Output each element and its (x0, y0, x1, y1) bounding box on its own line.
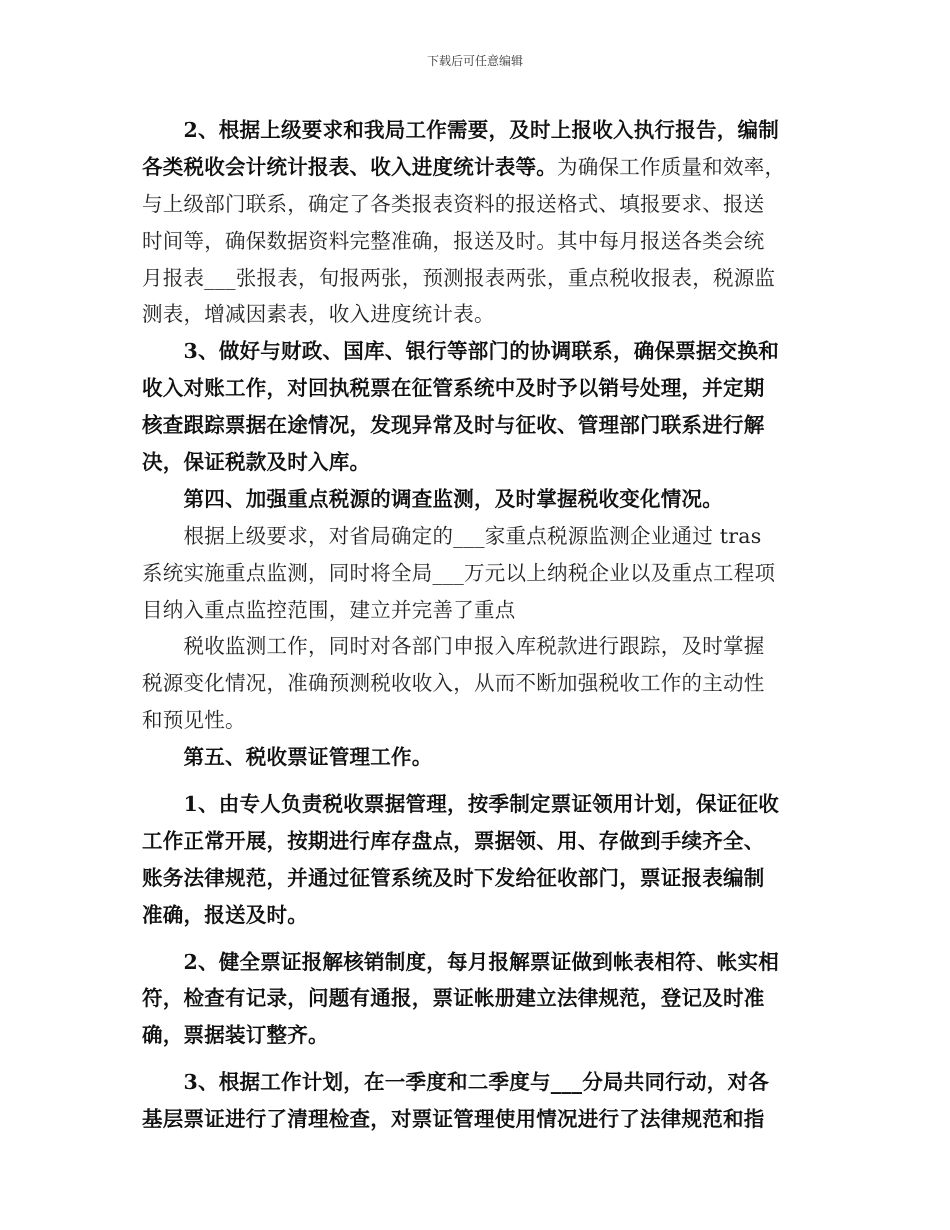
text-line (142, 149, 814, 186)
text-line: 与上级部门联系，确定了各类报表资料的报送格式、填报要求、报送 (142, 191, 765, 216)
text-line: 核查跟踪票据在途情况，发现异常及时与征收、管理部门联系进行解 (142, 413, 765, 438)
document-body (142, 112, 814, 1138)
text-line: 测表，增减因素表，收入进度统计表。 (142, 302, 495, 327)
text-line: 2、健全票证报解核销制度，每月报解票证做到帐表相符、帐实相 (142, 949, 780, 974)
text-line: 3、做好与财政、国库、银行等部门的协调联系，确保票据交换和 (142, 339, 780, 364)
text-line: 账务法律规范，并通过征管系统及时下发给征收部门，票证报表编制 (142, 865, 765, 890)
text-line: 决，保证税款及时入库。 (142, 450, 371, 475)
text-line: 税收监测工作，同时对各部门申报入库税款进行跟踪，及时掌握 (142, 634, 765, 659)
text-line: 和预见性。 (142, 708, 246, 733)
text-line: 准确，报送及时。 (142, 902, 308, 927)
text-line: 收入对账工作，对回执税票在征管系统中及时予以销号处理，并定期 (142, 376, 765, 401)
text-line: 工作正常开展，按期进行库存盘点，票据领、用、存做到手续齐全、 (142, 828, 765, 853)
text-span: 各类税收会计统计报表、收入进度统计表等。 (142, 154, 557, 179)
text-span: 为确保工作质量和效率， (557, 154, 786, 179)
section-heading: 第五、税收票证管理工作。 (142, 745, 433, 770)
text-line: 月报表___张报表，旬报两张，预测报表两张，重点税收报表，税源监 (142, 265, 776, 290)
text-line: 基层票证进行了清理检查，对票证管理使用情况进行了法律规范和指 (142, 1107, 765, 1132)
text-line: 3、根据工作计划，在一季度和二季度与___分局共同行动，对各 (142, 1070, 770, 1095)
text-line: 目纳入重点监控范围，建立并完善了重点 (142, 597, 516, 622)
text-line: 时间等，确保数据资料完整准确，报送及时。其中每月报送各类会统 (142, 228, 765, 253)
text-line: 符，检查有记录，问题有通报，票证帐册建立法律规范，登记及时准 (142, 986, 765, 1011)
text-line: 根据上级要求，对省局确定的___家重点税源监测企业通过 tras (142, 523, 762, 548)
section-heading: 第四、加强重点税源的调查监测，及时掌握税收变化情况。 (142, 486, 723, 511)
page-header: 下载后可任意编辑 (426, 54, 523, 68)
text-line: 确，票据装订整齐。 (142, 1023, 329, 1048)
text-line: 1、由专人负责税收票据管理，按季制定票证领用计划，保证征收 (142, 792, 780, 817)
text-line: 2、根据上级要求和我局工作需要，及时上报收入执行报告，编制 (142, 118, 780, 142)
text-line: 系统实施重点监测，同时将全局___万元以上纳税企业以及重点工程项 (142, 560, 776, 585)
text-line: 税源变化情况，准确预测税收收入，从而不断加强税收工作的主动性 (142, 671, 765, 696)
